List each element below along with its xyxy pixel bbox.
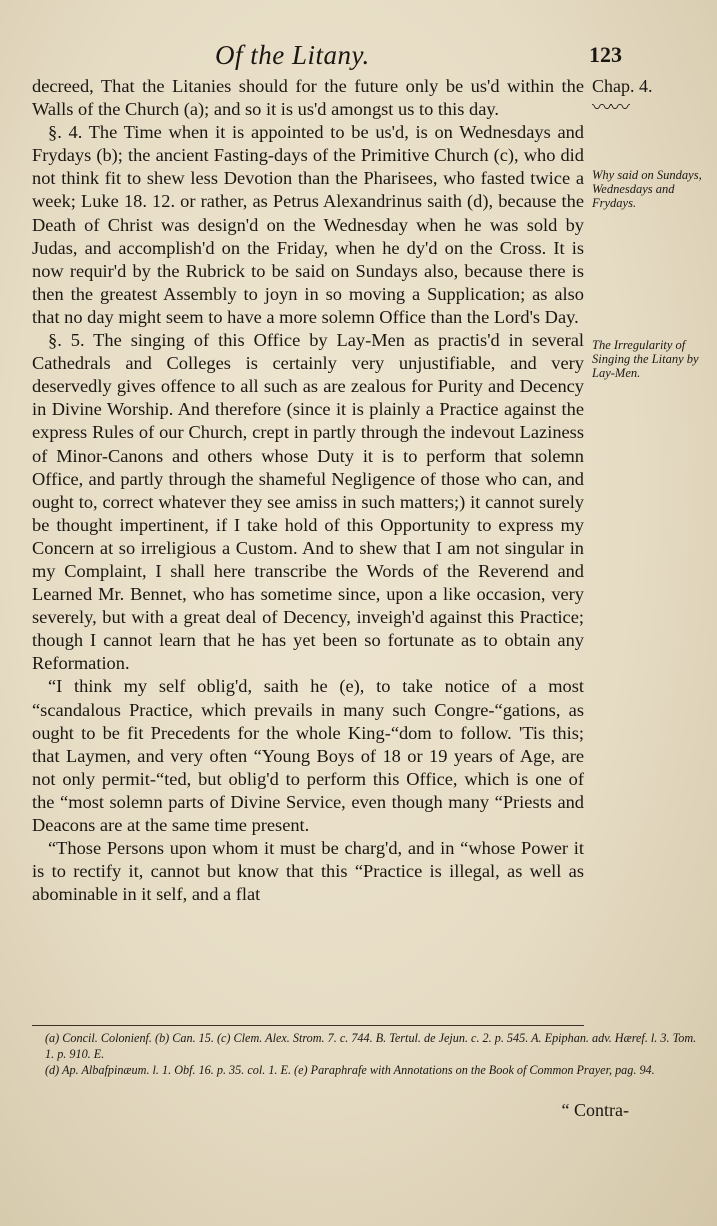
margin-notes: [592, 75, 704, 380]
body-text: [32, 75, 584, 906]
footnote-line: (a) Concil. Colonienf. (b) Can. 15. (c) Clem. Alex. Strom. 7. c. 744. B. Tertul. de Jejun. c. 2. p. 545. A. Epiphan. adv. Hæref. l. 3. Tom. 1. p. 910. E.: [45, 1031, 697, 1061]
ornament-icon: 〰〰: [592, 97, 628, 119]
page-header: [0, 38, 717, 78]
margin-note-days: Why said on Sundays, Wednesdays and Frydays.: [592, 168, 702, 210]
page-number: 123: [589, 42, 622, 67]
running-title: Of the Litany.: [215, 40, 370, 70]
paragraph-continuation: decreed, That the Litanies should for the future only be us'd within the Walls of the Church (a); and so it is us'd amongst us to this day.: [32, 76, 584, 120]
margin-note-irregularity: The Irregularity of Singing the Litany by Lay-Men.: [592, 338, 699, 380]
chapter-marker: Chap. 4.: [592, 76, 653, 96]
paragraph-section-4: §. 4. The Time when it is appointed to be us'd, is on Wednesdays and Frydays (b); the ancient Fasting-days of the Primitive Church (c), who did not think fit to shew less Devotion than the Pharisees, who fasted twice a week; Luke 18. 12. or rather, as Petrus Alexandrinus saith (d), because the Death of Christ was design'd on the Wednesday when he was sold by Judas, and accomplish'd on the Friday, when he dy'd on the Cross. It is now requir'd by the Rubrick to be said on Sundays also, because there is then the greatest Assembly to joyn in so moving a Supplication; as also that no day might seem to have a more solemn Office than the Lord's Day.: [32, 122, 584, 327]
catchword: “ Contra-: [561, 1100, 629, 1120]
footnote-divider: [32, 1025, 584, 1026]
footnote-line: (d) Ap. Albafpinæum. l. 1. Obf. 16. p. 35. col. 1. E. (e) Paraphrafe with Annotations on the Book of Common Prayer, pag. 94.: [45, 1063, 655, 1077]
footnotes: [45, 1030, 705, 1078]
paragraph-quotation-continued: “Those Persons upon whom it must be charg'd, and in “whose Power it is to rectify it, cannot but know that this “Practice is illegal, as well as abominable in it self, and a flat: [32, 838, 584, 905]
paragraph-section-5: §. 5. The singing of this Office by Lay-Men as practis'd in several Cathedrals and Colleges is certainly very unjustifiable, and very deservedly gives offence to all such as are zealous for Purity and Decency in Divine Worship. And therefore (since it is plainly a Practice against the express Rules of our Church, crept in partly through the indevout Laziness of Minor-Canons and others whose Duty it is to perform that solemn Office, and partly through the shameful Negligence of those who can, and ought to, correct whatever they see amiss in such matters;) it cannot surely be thought impertinent, if I take hold of this Opportunity to express my Concern at so irreligious a Custom. And to shew that I am not singular in my Complaint, I shall here transcribe the Words of the Reverend and Learned Mr. Bennet, who has sometime since, upon a like occasion, very severely, but with a great deal of Decency, inveigh'd against this Practice; though I cannot learn that he has yet been so fortunate as to obtain any Reformation.: [32, 330, 584, 674]
paragraph-quotation: “I think my self oblig'd, saith he (e), to take notice of a most “scandalous Practice, which prevails in many such Congre-“gations, as ought to be fit Precedents for the whole King-“dom to follow. 'Tis this; that Laymen, and very often “Young Boys of 18 or 19 years of Age, are not only permit-“ted, but oblig'd to perform this Office, which is one of the “most solemn parts of Divine Service, even though many “Priests and Deacons are at the same time present.: [32, 676, 584, 835]
